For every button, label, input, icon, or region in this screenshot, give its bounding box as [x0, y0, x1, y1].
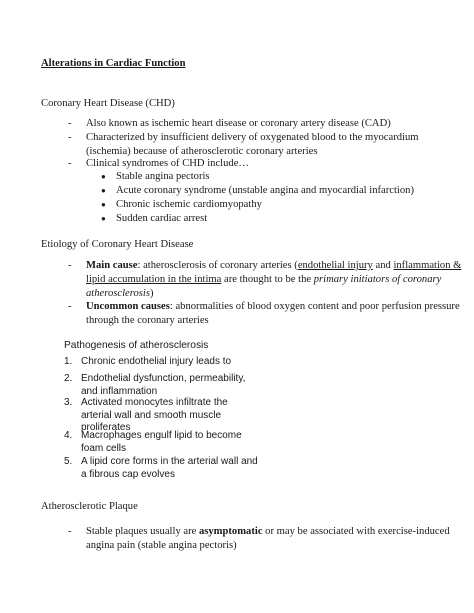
- primary-initiators-text: primary initiators of coronary: [313, 273, 442, 285]
- step-number: 3.: [64, 397, 73, 408]
- plaque-text-c: angina pain (stable angina pectoris): [86, 539, 237, 551]
- step-line: Chronic endothelial injury leads to: [81, 356, 232, 367]
- step-line: proliferates: [81, 422, 131, 434]
- dash-marker: -: [68, 118, 72, 129]
- main-cause-label: Main cause: [86, 260, 138, 271]
- plaque-item: [86, 525, 450, 553]
- step-text: [81, 430, 281, 455]
- step-line: arterial wall and smooth muscle: [81, 409, 222, 421]
- step-number: 2.: [64, 373, 73, 384]
- chd-bullet-1: Stable angina pectoris: [116, 171, 210, 182]
- chd-bullet-4: Sudden cardiac arrest: [116, 213, 208, 224]
- step-text: [81, 373, 281, 398]
- dash-marker: -: [68, 260, 72, 271]
- etiology-uncommon-causes: [86, 300, 460, 328]
- pathogenesis-heading: Pathogenesis of atherosclerosis: [64, 340, 209, 351]
- etiology-main-cause: [86, 259, 462, 300]
- bullet-marker: ●: [101, 200, 106, 209]
- bullet-marker: ●: [101, 186, 106, 195]
- step-line: A lipid core forms in the arterial wall and: [81, 456, 258, 467]
- endothelial-injury-text: endothelial injury: [297, 260, 373, 271]
- main-cause-text: : atherosclerosis of coronary arteries (: [137, 260, 298, 271]
- step-text: [81, 456, 281, 481]
- uncommon-causes-text-b: through the coronary arteries: [86, 314, 209, 326]
- uncommon-causes-text: : abnormalities of blood oxygen content and poor perfusion pressure: [169, 301, 460, 312]
- step-number: 5.: [64, 456, 73, 467]
- step-line: a fibrous cap evolves: [81, 468, 175, 480]
- chd-item-2: Characterized by insufficient delivery of oxygenated blood to the myocardium (ischemia) because of atherosclerotic coronary arteries: [86, 132, 419, 157]
- bullet-marker: ●: [101, 172, 106, 181]
- etiology-heading: Etiology of Coronary Heart Disease: [41, 239, 194, 250]
- main-cause-text-b: are thought to be the: [221, 273, 314, 285]
- chd-bullet-2: Acute coronary syndrome (unstable angina and myocardial infarction): [116, 185, 414, 196]
- step-line: Macrophages engulf lipid to become: [81, 430, 242, 441]
- uncommon-causes-label: Uncommon causes: [86, 301, 170, 312]
- dash-marker: -: [68, 158, 72, 169]
- plaque-heading: Atherosclerotic Plaque: [41, 501, 138, 512]
- plaque-text-b: or may be associated with exercise-induced: [262, 526, 450, 537]
- step-number: 4.: [64, 430, 73, 441]
- step-line: Activated monocytes infiltrate the: [81, 397, 228, 408]
- step-line: foam cells: [81, 442, 127, 454]
- step-line: and inflammation: [81, 385, 158, 397]
- atherosclerosis-text: atherosclerosis: [86, 287, 150, 299]
- dash-marker: -: [68, 301, 72, 312]
- chd-item-3: Clinical syndromes of CHD include…: [86, 158, 250, 169]
- and-text: and: [372, 260, 394, 271]
- close-paren: ): [149, 287, 154, 299]
- plaque-text-a: Stable plaques usually are: [86, 526, 199, 537]
- dash-marker: -: [68, 526, 72, 537]
- bullet-marker: ●: [101, 214, 106, 223]
- chd-item-1: Also known as ischemic heart disease or coronary artery disease (CAD): [86, 118, 391, 129]
- dash-marker: -: [68, 132, 72, 143]
- step-number: 1.: [64, 356, 73, 367]
- asymptomatic-text: asymptomatic: [198, 526, 263, 537]
- chd-bullet-3: Chronic ischemic cardiomyopathy: [116, 199, 262, 210]
- chd-heading: Coronary Heart Disease (CHD): [41, 98, 175, 109]
- inflammation-text: inflammation &: [393, 260, 462, 271]
- step-text: [81, 356, 281, 369]
- lipid-accumulation-text: lipid accumulation in the intima: [86, 273, 222, 285]
- document-title: Alterations in Cardiac Function: [41, 58, 186, 69]
- step-line: Endothelial dysfunction, permeability,: [81, 373, 246, 384]
